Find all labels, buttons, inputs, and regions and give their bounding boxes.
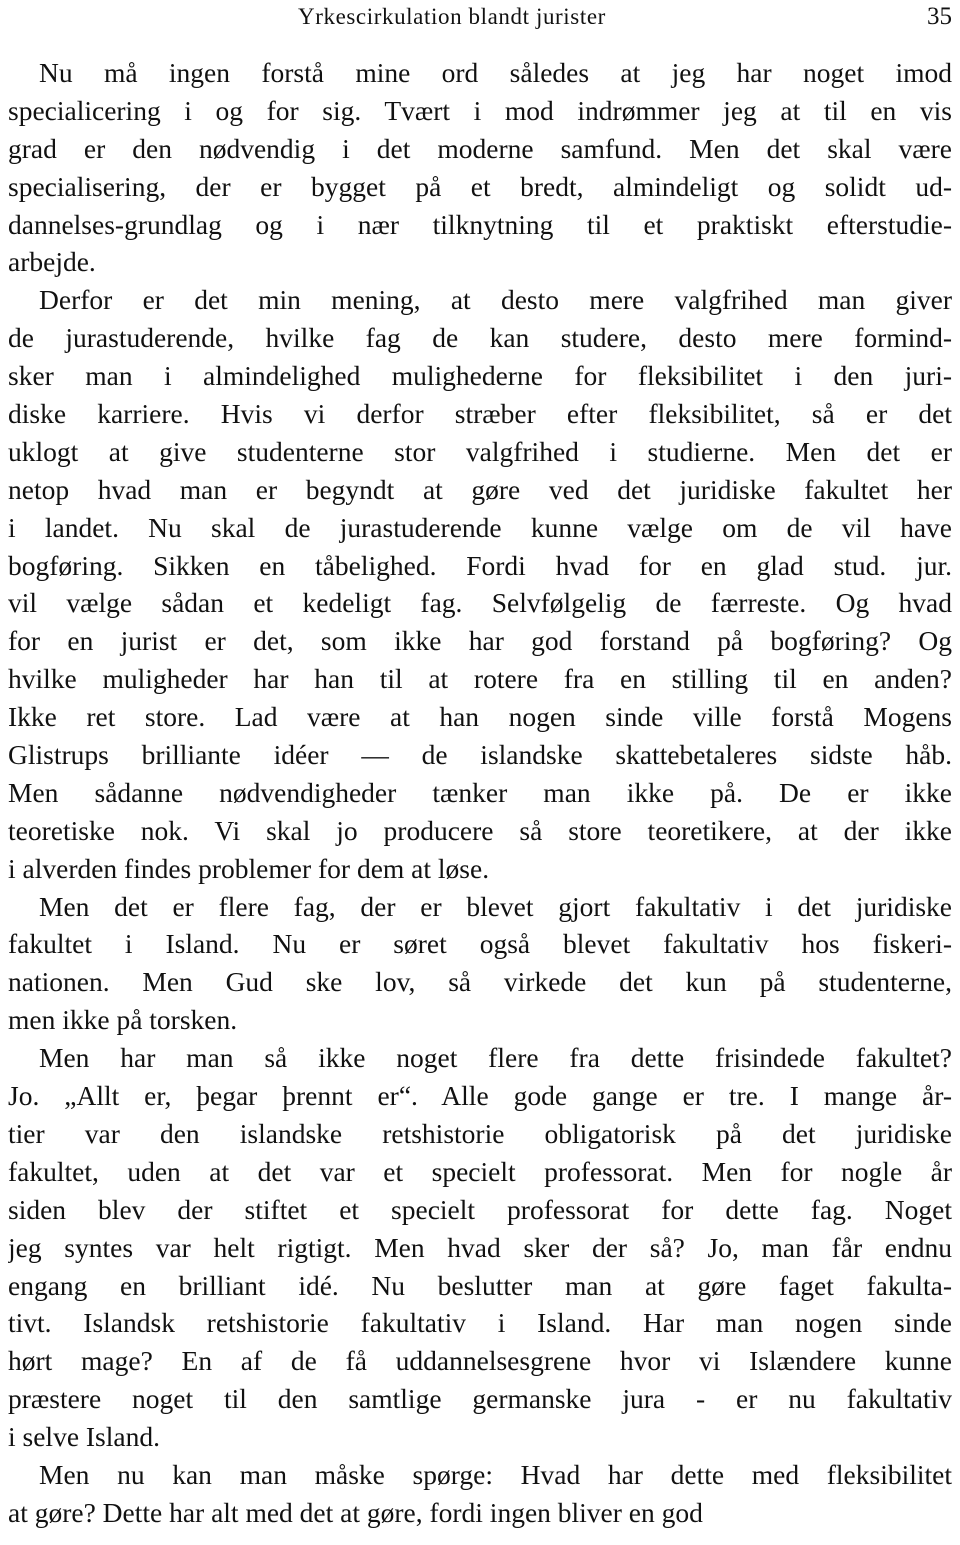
text-line: hvilke muligheder har han til at rotere fra en stilling til en anden? — [8, 663, 952, 695]
body-text — [8, 54, 952, 1532]
text-line: i landet. Nu skal de jurastuderende kunne vælge om de vil have — [8, 511, 952, 543]
text-line: jeg syntes var helt rigtigt. Men hvad sker der så? Jo, man får endnu — [8, 1231, 952, 1263]
text-line: nationen. Men Gud ske lov, så virkede det kun på studenterne, — [8, 966, 952, 998]
text-line: specialicering i og for sig. Tvært i mod indrømmer jeg at til en vis — [8, 94, 952, 126]
text-line: fakultet i Island. Nu er søret også blevet fakultativ hos fiskeri- — [8, 928, 952, 960]
text-line: arbejde. — [8, 246, 96, 278]
text-line: Derfor er det min mening, at desto mere valgfrihed man giver — [39, 284, 952, 316]
text-line: hørt mage? En af de få uddannelsesgrene hvor vi Islændere kunne — [8, 1345, 952, 1377]
text-line: i selve Island. — [8, 1421, 160, 1453]
paragraph — [8, 281, 952, 887]
text-line: engang en brilliant idé. Nu beslutter man at gøre faget fakulta- — [8, 1269, 952, 1301]
text-line: i alverden findes problemer for dem at løse. — [8, 852, 490, 884]
text-line: dannelses-grundlag og i nær tilknytning til et praktiskt efterstudie- — [8, 208, 952, 240]
text-line: præstere noget til den samtlige germanske jura - er nu fakultativ — [8, 1383, 952, 1415]
text-line: fakultet, uden at det var et specielt professorat. Men for nogle år — [8, 1155, 952, 1187]
text-line: netop hvad man er begyndt at gøre ved det juridiske fakultet her — [8, 473, 952, 505]
running-header — [0, 2, 960, 32]
text-line: Nu må ingen forstå mine ord således at jeg har noget imod — [39, 57, 952, 88]
paragraph — [8, 888, 952, 1040]
text-line: Jo. „Allt er, þegar þrennt er“. Alle gode gange er tre. I mange år- — [8, 1080, 952, 1112]
text-line: for en jurist er det, som ikke har god forstand på bogføring? Og — [8, 625, 952, 657]
text-line: de jurastuderende, hvilke fag de kan studere, desto mere formind- — [8, 322, 952, 354]
paragraph — [8, 1039, 952, 1456]
running-title: Yrkescirkulation blandt jurister — [298, 4, 606, 29]
page-number: 35 — [927, 3, 952, 30]
text-line: grad er den nødvendig i det moderne samfund. Men det skal være — [8, 132, 952, 164]
text-line: tier var den islandske retshistorie obligatorisk på det juridiske — [8, 1117, 952, 1149]
text-line: vil vælge sådan et kedeligt fag. Selvfølgelig de færreste. Og hvad — [8, 587, 952, 619]
text-line: men ikke på torsken. — [8, 1004, 238, 1036]
text-line: uklogt at give studenterne stor valgfrihed i studierne. Men det er — [8, 435, 952, 467]
text-line: siden blev der stiftet et specielt professorat for dette fag. Noget — [8, 1193, 952, 1225]
paragraph — [8, 54, 952, 281]
text-line: Glistrups brilliante idéer — de islandske skattebetaleres sidste håb. — [8, 739, 952, 771]
text-line: Ikke ret store. Lad være at han nogen sinde ville forstå Mogens — [8, 701, 952, 733]
text-line: at gøre? Dette har alt med det at gøre, fordi ingen bliver en god — [8, 1496, 703, 1528]
text-line: specialisering, der er bygget på et bredt, almindeligt og solidt ud- — [8, 170, 952, 202]
text-line: sker man i almindelighed mulighederne for fleksibilitet i den juri- — [8, 360, 952, 392]
text-line: bogføring. Sikken en tåbelighed. Fordi hvad for en glad stud. jur. — [8, 549, 952, 581]
text-line: teoretiske nok. Vi skal jo producere så store teoretikere, at der ikke — [8, 814, 952, 846]
paragraph — [8, 1456, 952, 1532]
text-line: tivt. Islandsk retshistorie fakultativ i Island. Har man nogen sinde — [8, 1307, 952, 1339]
text-line: Men sådanne nødvendigheder tænker man ikke på. De er ikke — [8, 776, 952, 808]
text-line: Men nu kan man måske spørge: Hvad har dette med fleksibilitet — [39, 1458, 952, 1490]
text-line: diske karriere. Hvis vi derfor stræber efter fleksibilitet, så er det — [8, 398, 952, 430]
text-line: Men det er flere fag, der er blevet gjort fakultativ i det juridiske — [39, 890, 952, 922]
text-line: Men har man så ikke noget flere fra dette frisindede fakultet? — [39, 1042, 952, 1074]
